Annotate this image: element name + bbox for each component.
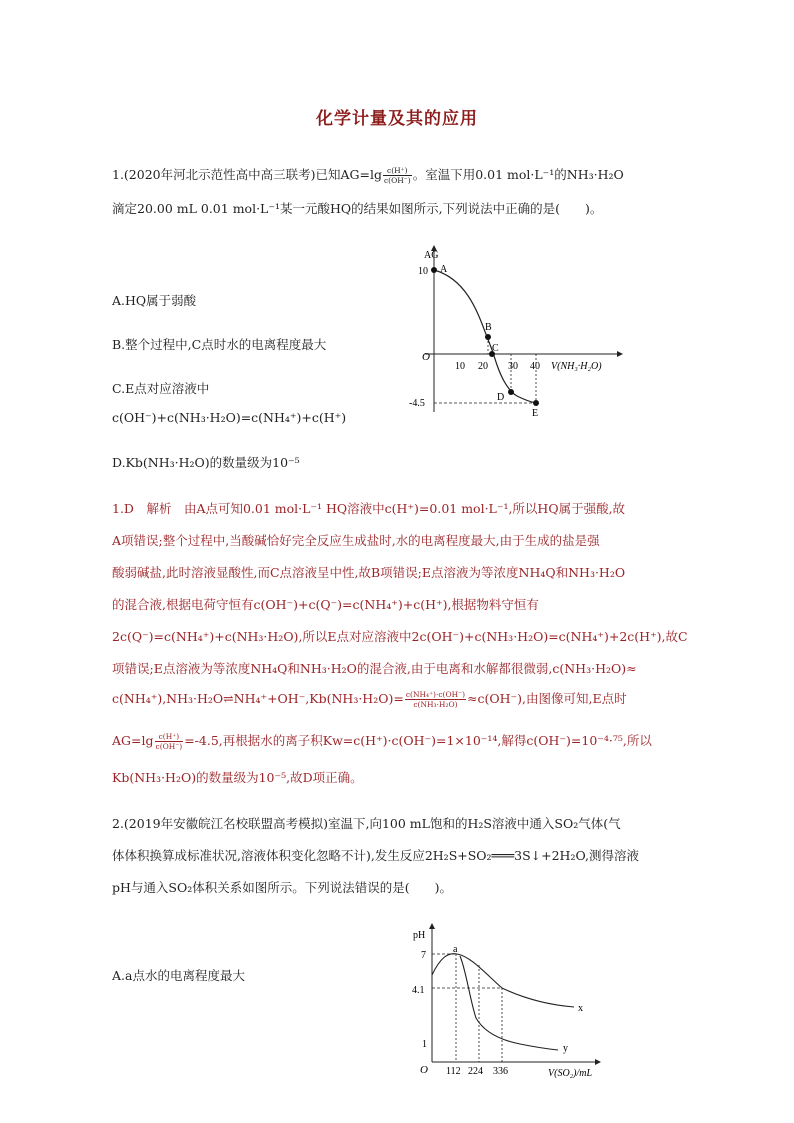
y-tick-neg4.5: -4.5 <box>409 398 425 409</box>
y-axis-label: pH <box>413 930 426 941</box>
sol1-line2: A项错误;整个过程中,当酸碱恰好完全反应生成盐时,水的电离程度最大,由于生成的盐是强 <box>112 533 600 548</box>
x-tick-30: 30 <box>508 361 518 372</box>
q2-option-a[interactable]: A.a点水的电离程度最大 <box>112 968 245 983</box>
point-e-label: E <box>532 408 539 419</box>
point-d-marker <box>508 389 514 395</box>
q1-option-c-label[interactable]: C.E点对应溶液中 <box>112 381 210 396</box>
sol1-line1: 1.D 解析 由A点可知0.01 mol·L⁻¹ HQ溶液中c(H⁺)=0.01 mol·L⁻¹,所以HQ属于强酸,故 <box>112 501 626 516</box>
q1-option-c-formula: c(OH⁻)+c(NH₃·H₂O)=c(NH₄⁺)+c(H⁺) <box>112 410 347 425</box>
point-a-label: a <box>453 944 458 955</box>
x-axis-label: V(NH₃·H₂O) <box>551 361 602 372</box>
point-a-marker <box>431 267 437 273</box>
y-tick-10: 10 <box>418 266 428 277</box>
sol1-line3: 酸弱碱盐,此时溶液显酸性,而C点溶液呈中性,故B项错误;E点溶液为等浓度NH₄Q和NH₃·H₂O <box>112 565 626 580</box>
x-tick-336: 336 <box>493 1066 508 1077</box>
ag-fraction-2: $\frac{c(H^+)}{c(OH^-)}$ <box>155 732 183 751</box>
x-tick-10: 10 <box>455 361 465 372</box>
point-c-label: C <box>492 343 499 354</box>
sol1-line8: AG=lg $\frac{c(H^+)}{c(OH^-)}$ =-4.5,再根据水的离子积Kw=c(H⁺)·c(OH⁻)=1×10⁻¹⁴,解得c(OH⁻)=10⁻⁴·⁷⁵,所以 <box>112 732 652 751</box>
y-axis-label: AG <box>424 250 439 261</box>
q1-option-a[interactable]: A.HQ属于弱酸 <box>112 293 197 308</box>
point-a-label: A <box>440 264 448 275</box>
sol1-line7: c(NH₄⁺),NH₃·H₂O⇌NH₄⁺+OH⁻,Kb(NH₃·H₂O)= $\frac{\text{c(NH₄⁺)·c(OH⁻)}}{\text{c(NH₃·H₂O)}}$ ≈c(OH⁻),由图像可知,E点时 <box>112 690 627 709</box>
x-tick-40: 40 <box>530 361 540 372</box>
x-tick-224: 224 <box>468 1066 483 1077</box>
page-title: 化学计量及其的应用 <box>316 109 478 129</box>
kb-fraction: $\frac{\text{c(NH₄⁺)·c(OH⁻)}}{\text{c(NH₃·H₂O)}}$ <box>405 690 466 709</box>
origin-label: O <box>422 351 430 363</box>
x-tick-112: 112 <box>446 1066 461 1077</box>
ph-so2-graph <box>405 918 635 1084</box>
titration-curve <box>434 270 536 403</box>
q2-stem-line3: pH与通入SO₂体积关系如图所示。下列说法错误的是( )。 <box>112 880 452 895</box>
ag-titration-graph <box>398 240 630 426</box>
x-tick-20: 20 <box>478 361 488 372</box>
q1-option-d[interactable]: D.Kb(NH₃·H₂O)的数量级为10⁻⁵ <box>112 455 300 470</box>
q1-stem-line1: 1.(2020年河北示范性高中高三联考)已知AG=lg $\frac{c(H^+)}{c(OH^-)}$ 。室温下用0.01 mol·L⁻¹的NH₃·H₂O <box>112 166 624 185</box>
sol1-line5: 2c(Q⁻)=c(NH₄⁺)+c(NH₃·H₂O),所以E点对应溶液中2c(OH⁻)+c(NH₃·H₂O)=c(NH₄⁺)+2c(H⁺),故C <box>112 629 688 644</box>
sol1-line6: 项错误;E点溶液为等浓度NH₄Q和NH₃·H₂O的混合液,由于电离和水解都很微弱,c(NH₃·H₂O)≈ <box>112 661 637 676</box>
point-b-marker <box>485 334 491 340</box>
curve-y <box>460 956 558 1050</box>
ag-fraction: $\frac{c(H^+)}{c(OH^-)}$ <box>383 166 411 185</box>
curve-y-label: y <box>563 1043 568 1054</box>
curve-x-label: x <box>578 1003 583 1014</box>
curve-x <box>432 954 574 1007</box>
q2-stem-line1: 2.(2019年安徽皖江名校联盟高考模拟)室温下,向100 mL饱和的H₂S溶液中通入SO₂气体(气 <box>112 816 621 831</box>
q2-stem-line2: 体体积换算成标准状况,溶液体积变化忽略不计),发生反应2H₂S+SO₂═══3S↓+2H₂O,测得溶液 <box>112 848 639 863</box>
y-tick-1: 1 <box>422 1039 427 1050</box>
y-tick-4.1: 4.1 <box>412 985 425 996</box>
origin-label: O <box>420 1064 428 1076</box>
x-axis-label: V(SO₂)/mL <box>548 1068 593 1079</box>
y-tick-7: 7 <box>421 950 426 961</box>
sol1-line4: 的混合液,根据电荷守恒有c(OH⁻)+c(Q⁻)=c(NH₄⁺)+c(H⁺),根据物料守恒有 <box>112 597 539 612</box>
point-d-label: D <box>497 392 505 403</box>
point-b-label: B <box>485 322 492 333</box>
q1-stem-line2: 滴定20.00 mL 0.01 mol·L⁻¹某一元酸HQ的结果如图所示,下列说法中正确的是( )。 <box>112 201 603 216</box>
q1-option-b[interactable]: B.整个过程中,C点时水的电离程度最大 <box>112 337 327 352</box>
point-e-marker <box>533 400 539 406</box>
sol1-line9: Kb(NH₃·H₂O)的数量级为10⁻⁵,故D项正确。 <box>112 770 363 785</box>
